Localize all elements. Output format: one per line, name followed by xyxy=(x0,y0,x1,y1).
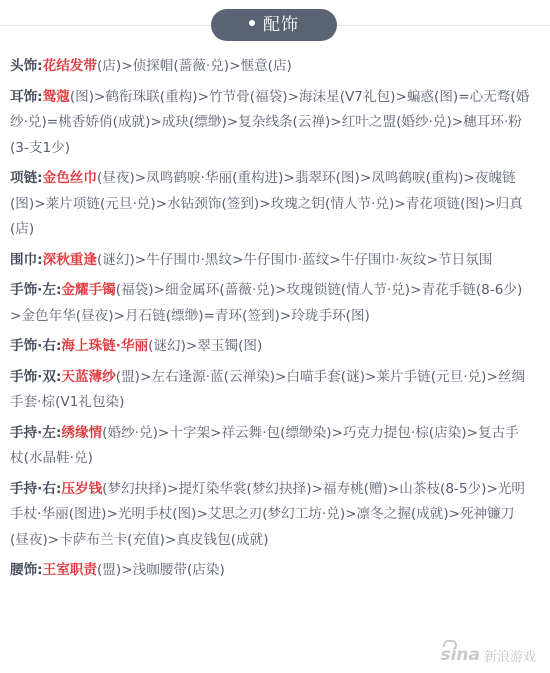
item-label: 围巾: xyxy=(10,251,43,268)
item-highlight: 深秋重逢 xyxy=(42,251,97,268)
watermark-text: 新浪游戏 xyxy=(483,649,536,665)
item-label: 手持·右: xyxy=(10,480,62,497)
item-details: (店)>侦探帽(蔷薇·兑)>惬意(店) xyxy=(97,58,292,74)
sina-watermark xyxy=(440,645,536,665)
list-item-necklace xyxy=(10,166,530,243)
item-label: 手饰·右: xyxy=(10,338,62,354)
list-item-waist xyxy=(10,558,530,584)
item-details: (婚纱·兑)>十字架>祥云舞·包(缥缈染)>巧克力提包·棕(店染)>复古手杖(水晶鞋·兑) xyxy=(10,424,519,466)
item-highlight: 压岁钱 xyxy=(61,480,103,497)
item-details: (谜幻)>牛仔围巾·黑纹>牛仔围巾·蓝纹>牛仔围巾·灰纹>节日氛围 xyxy=(97,251,493,268)
item-details: (福袋)>细金属环(蔷薇·兑)>玫瑰锁链(情人节·兑)>青花手链(8-6少)>金色年华(昼夜)>月石链(缥缈)=青环(签到)>玲珑手环(图) xyxy=(10,282,523,324)
item-label: 项链: xyxy=(10,170,43,186)
item-label: 手饰·左: xyxy=(10,282,62,298)
item-label: 手饰·双: xyxy=(10,368,62,385)
list-item-bracelet-both xyxy=(10,365,530,416)
item-highlight: 金色丝巾 xyxy=(42,170,97,186)
item-details: (图)>鹤衔珠联(重构)>竹节骨(福袋)>海沫星(V7礼包)>蝙惑(图)=心无骛(婚纱·兑)=桃香娇俏(成就)>成玦(缥缈)>复杂线条(云禅)>红叶之盟(婚纱·兑)>穗耳环·粉(3-支1少) xyxy=(10,88,530,156)
item-highlight: 天蓝薄纱 xyxy=(61,368,116,385)
item-highlight: 王室职责 xyxy=(42,562,97,578)
list-item-handheld-right xyxy=(10,477,530,554)
item-highlight: 绣缘情 xyxy=(61,424,103,441)
item-label: 耳饰: xyxy=(10,88,43,105)
list-item-bracelet-left xyxy=(10,278,530,329)
list-item-scarf xyxy=(10,248,530,274)
section-title-text: 配饰 xyxy=(263,15,299,35)
item-details: (昼夜)>凤鸣鹤唳·华丽(重构进)>翡翠环(图)>凤鸣鹤唳(重构)>夜魄链(图)>莱片项链(元旦·兑)>水钻颈饰(签到)>玫瑰之钥(情人节·兑)>青花项链(图)>归真(店) xyxy=(10,170,523,237)
item-label: 头饰: xyxy=(10,58,43,74)
item-details: (盟)>浅咖腰带(店染) xyxy=(97,562,225,578)
item-highlight: 海上珠链·华丽 xyxy=(61,338,149,354)
sina-logo-icon: sina xyxy=(440,645,480,665)
item-highlight: 花结发带 xyxy=(42,58,97,74)
list-item-earrings xyxy=(10,85,530,162)
list-item-handheld-left xyxy=(10,421,530,472)
accessory-list xyxy=(10,54,530,589)
item-highlight: 鸳蔻 xyxy=(42,88,70,105)
list-item-bracelet-right xyxy=(10,334,530,360)
section-title xyxy=(211,9,337,41)
item-details: (梦幻抉择)>提灯染华裳(梦幻抉择)>福寿桃(赠)>山茶枝(8-5少)>光明手杖·华丽(图进)>光明手杖(图)>艾思之刃(梦幻工坊·兑)>凛冬之握(成就)>死神镰刀(昼夜)>卡萨布兰卡(充值)>真皮钱包(成就) xyxy=(10,480,526,548)
item-highlight: 金耀手镯 xyxy=(61,282,116,298)
bullet-icon xyxy=(249,20,255,26)
item-label: 手持·左: xyxy=(10,424,62,441)
item-label: 腰饰: xyxy=(10,562,43,578)
list-item-headwear xyxy=(10,54,530,80)
item-details: (盟)>左右逢源·蓝(云禅染)>白喵手套(谜)>莱片手链(元旦·兑)>丝绸手套·棕(V1礼包染) xyxy=(10,368,526,410)
item-details: (谜幻)>翠玉镯(图) xyxy=(148,338,263,354)
